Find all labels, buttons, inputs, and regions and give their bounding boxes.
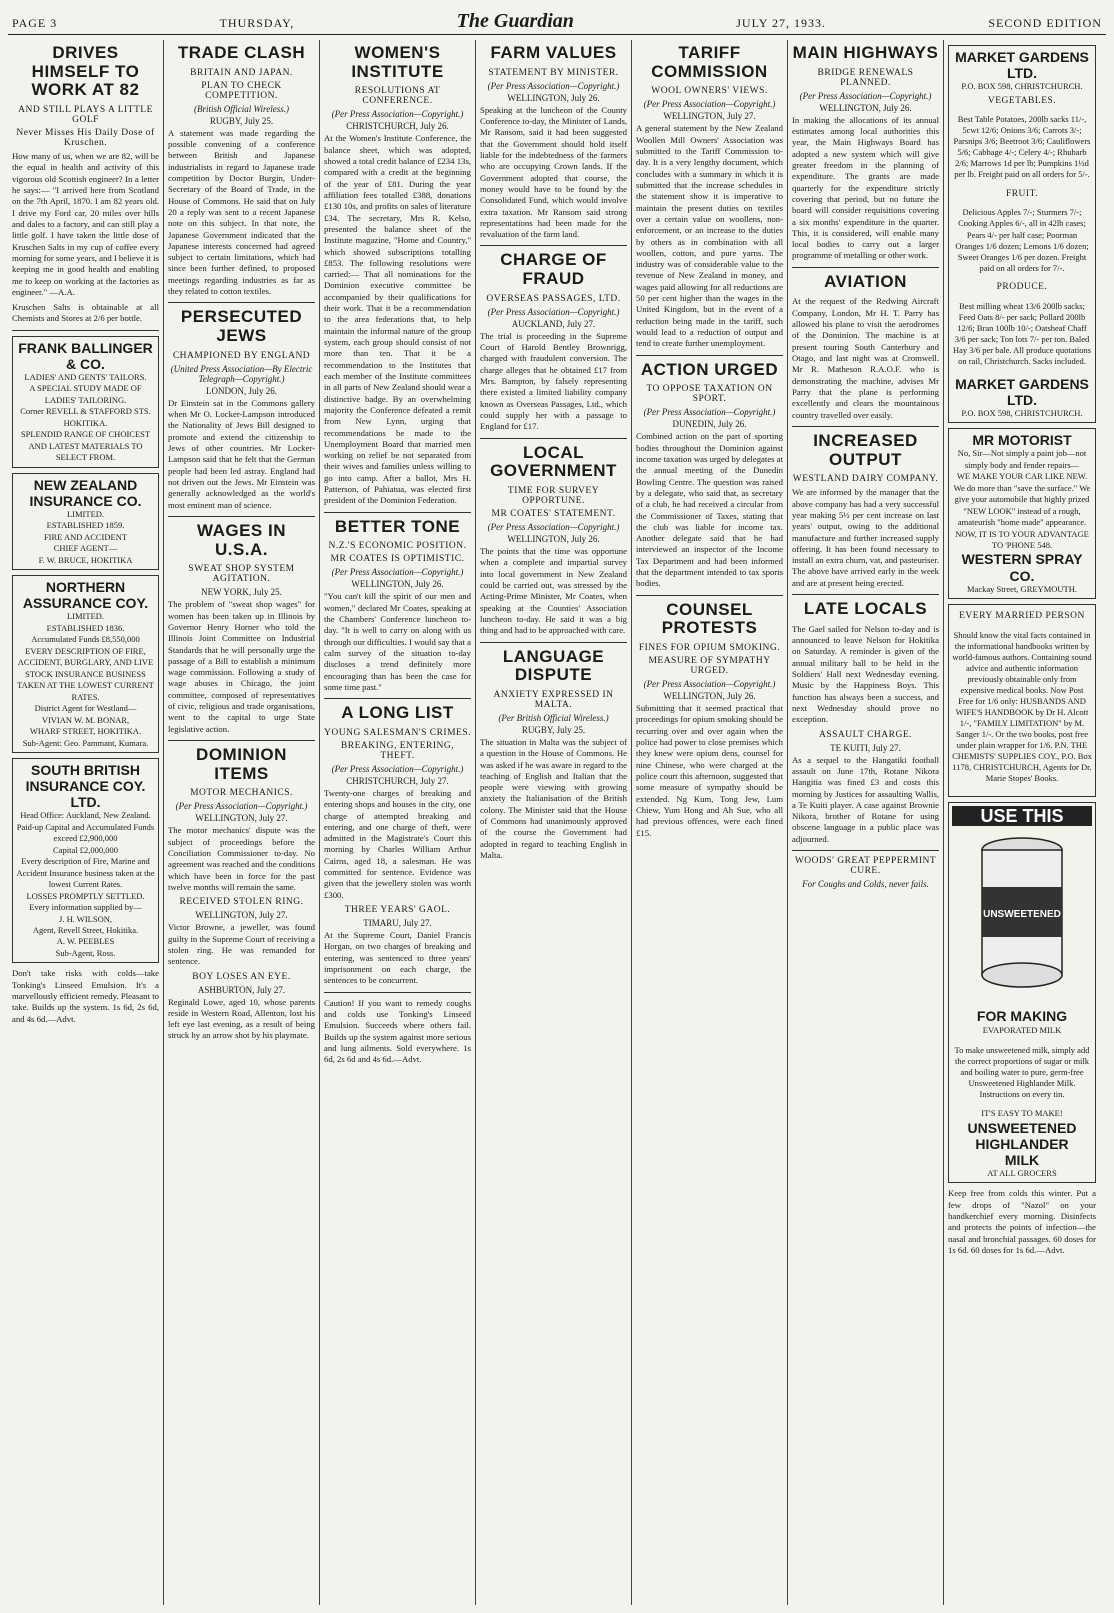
dateline: WELLINGTON, July 26. xyxy=(507,92,600,103)
article-body: The points that the time was opportune when a complete and impartial survey into local government in New Zealand could be carried out, was stressed by the Acting-Prime Minister, Mr Coates, when speaking at the Counties' Association luncheon to-day. He said it was a big thing and had to be approached with care. xyxy=(480,546,627,636)
dateline: TIMARU, July 27. xyxy=(363,918,432,928)
headline: BETTER TONE xyxy=(334,516,461,536)
headline: AVIATION xyxy=(824,271,907,291)
subhead: WOODS' GREAT PEPPERMINT CURE. xyxy=(794,856,937,877)
subhead: MEASURE OF SYMPATHY URGED. xyxy=(648,656,771,677)
milk-advertisement xyxy=(948,802,1096,1184)
dateline: RUGBY, July 25. xyxy=(521,724,586,735)
headline: LATE LOCALS xyxy=(803,599,928,619)
ad-title: USE THIS xyxy=(952,806,1092,827)
subhead: RECEIVED STOLEN RING. xyxy=(179,897,304,908)
article-body: The Gael sailed for Nelson to-day and is announced to leave Nelson for Hokitika on Saturday. A reminder is given of the annual military ball to be held in the Soldiers' Hall next Wednesday evening. Music by the Happiness Boys. This function has always been a success, and next Wednesday should prove no exception. xyxy=(792,623,939,725)
divider xyxy=(324,698,471,699)
subhead: Never Misses His Daily Dose of Kruschen. xyxy=(16,128,155,149)
subhead: WESTLAND DAIRY COMPANY. xyxy=(792,474,939,485)
column-6 xyxy=(788,40,944,1605)
ad-line: VIVIAN W. M. BONAR, xyxy=(41,714,130,725)
subhead: FRUIT. xyxy=(1005,188,1039,199)
headline: COUNSEL PROTESTS xyxy=(661,599,758,638)
ad-line: WE MAKE YOUR CAR LIKE NEW. xyxy=(956,471,1088,482)
dateline: CHRISTCHURCH, July 26. xyxy=(346,121,449,132)
ad-line: Every information supplied by— xyxy=(29,902,142,913)
ad-title: FOR MAKING xyxy=(976,1008,1068,1025)
ad-line: EVERY DESCRIPTION OF FIRE, ACCIDENT, BURGLARY, AND LIVE STOCK INSURANCE BUSINESS TAKEN AT THE LOWEST CURRENT RATES. xyxy=(17,645,154,702)
ad-line: Sub-Agent: Geo. Pammant, Kumara. xyxy=(22,737,149,748)
advertisement xyxy=(12,758,159,963)
subhead: ANXIETY EXPRESSED IN MALTA. xyxy=(493,689,614,710)
ad-text: Delicious Apples 7/-; Sturmers 7/-; Cooking Apples 6/-, all in 42lb cases; Pears 4/- per half case; Poorman Oranges 1/6 dozen; Lemons 1/6 dozen; Sweet Oranges 1/6 per dozen. Freight paid on all orders for 7/-. xyxy=(955,207,1089,273)
subhead: TIME FOR SURVEY OPPORTUNE. xyxy=(507,486,600,506)
ad-line: A SPECIAL STUDY MADE OF LADIES' TAILORING. xyxy=(29,383,142,405)
credit-line: (Per Press Association—Copyright.) xyxy=(331,567,464,578)
ad-line: LIMITED. xyxy=(66,611,105,622)
credit-line: (Per Press Association—Copyright.) xyxy=(643,679,776,690)
dateline: AUCKLAND, July 27. xyxy=(511,318,596,329)
subhead: THREE YEARS' GAOL. xyxy=(344,905,451,915)
divider xyxy=(324,512,471,513)
article-body: Combined action on the part of sporting bodies throughout the Dominion against income taxation was urged by delegates at the annual meeting of the Dunedin Bowling Centre. The question was raised by a delegate, who said that, as secretary of a club, he had received a circular from the Commissioner of Taxes, stating that the club was liable for income tax. Another delegate said that he had interviewed an inspector of the Income Tax Department and had been informed that the department intended to tax sports bodies. xyxy=(636,431,783,589)
subhead: MR COATES' STATEMENT. xyxy=(491,509,616,519)
subhead: MOTOR MECHANICS. xyxy=(190,788,293,799)
advertisement xyxy=(12,575,159,753)
credit-line: For Coughs and Colds, never fails. xyxy=(802,879,929,890)
ad-title: FRANK BALLINGER & CO. xyxy=(18,339,153,372)
ad-line: We do more than "save the surface." We give your automobile that highly prized "NEW LOOK" instead of a rough, amateurish "home made" appearance. xyxy=(953,482,1091,528)
masthead-date: JULY 27, 1933. xyxy=(736,16,826,30)
article-body: The motor mechanics' dispute was the subject of proceedings before the Conciliation Commissioner to-day. No agreement was reached and the conditions which have been in force for the past twelve months will remain the same. xyxy=(168,825,315,892)
ad-line: WHARF STREET, HOKITIKA. xyxy=(29,726,142,737)
article-body: At the request of the Redwing Aircraft Company, London, Mr H. T. Parry has allowed his plane to visit the aerodromes of the Dominion. The machine is at present touring South Canterbury and Otago, and last night was at Cromwell. Mr R. Matheson R.A.O.F. who is demonstrating the machine, advises Mr Parry that the plane is performing excellently and clears the mountainous country travelled over easily. xyxy=(792,296,939,420)
column-2 xyxy=(164,40,320,1605)
ad-line: EVAPORATED MILK xyxy=(982,1024,1062,1035)
subhead: EVERY MARRIED PERSON xyxy=(959,611,1085,622)
article-body: Kruschen Salts is obtainable at all Chemists and Stores at 2/6 per bottle. xyxy=(12,302,159,324)
advertisement xyxy=(948,428,1096,599)
ad-title: MR MOTORIST xyxy=(972,432,1072,449)
ad-title: NEW ZEALAND INSURANCE CO. xyxy=(29,476,142,509)
dateline: WELLINGTON, July 27. xyxy=(195,910,288,921)
credit-line: (British Official Wireless.) xyxy=(194,103,289,114)
subhead: BREAKING, ENTERING, THEFT. xyxy=(340,740,455,761)
divider xyxy=(792,426,939,427)
divider xyxy=(168,740,315,741)
milk-tin-icon xyxy=(952,832,1092,1002)
subhead: YOUNG SALESMAN'S CRIMES. xyxy=(324,727,471,738)
ad-line: LADIES' AND GENTS' TAILORS. xyxy=(24,371,147,382)
headline: CHARGE OF FRAUD xyxy=(500,250,607,289)
headline: MAIN HIGHWAYS xyxy=(792,43,939,62)
ad-title: HIGHLANDER xyxy=(975,1135,1069,1152)
article-body: The problem of "sweat shop wages" for women has been taken up in Illinois by Governor Henry Horner who told the Illinois Joint Committee on Industrial Standards that he will personally urge the passage of a Bill to establish a minimum wage commission. Following a study of wage abuses in Chicago, the joint committee, composed of representatives of civic, religious and trade organisations, went to the capital to urge State legislative action. xyxy=(168,599,315,734)
subhead: AND STILL PLAYS A LITTLE GOLF xyxy=(18,105,153,126)
headline: DRIVES HIMSELF TO WORK AT 82 xyxy=(31,43,140,100)
divider xyxy=(12,330,159,331)
article-body: Caution! If you want to remedy coughs and colds use Tonking's Linseed Emulsion. Succeeds where others fail. Builds up the system against more serious and lung ailments. Sold everywhere. 1s 6d, 2s 6d and 4s 6d.—Advt. xyxy=(324,997,471,1065)
ad-title: UNSWEETENED xyxy=(967,1119,1077,1136)
dateline: WELLINGTON, July 26. xyxy=(507,534,600,544)
article-body: A statement was made regarding the possible convening of a conference between British and Japanese industrialists in regard to Japanese trade competition by Doctor Burgin, Under-Secretary of the Board of Trade, in the House of Commons. He said that on July 20 a reply was sent to a recent Japanese note on this subject. In that note, the Japanese Government indicated that the Japanese interests concerned had agreed subject to certain limitations, which had since been further defined, to proposed meetings regarding industries as far as they related to cotton textiles. xyxy=(168,127,315,297)
credit-line: (Per Press Association—Copyright.) xyxy=(643,99,776,110)
headline: TARIFF COMMISSION xyxy=(651,43,768,81)
ad-title: MARKET GARDENS LTD. xyxy=(955,49,1089,82)
headline: WAGES IN U.S.A. xyxy=(196,520,286,559)
subhead: ASSAULT CHARGE. xyxy=(818,729,913,740)
divider xyxy=(792,594,939,595)
headline: FARM VALUES xyxy=(490,43,617,62)
column-1 xyxy=(8,40,164,1605)
dateline: ASHBURTON, July 27. xyxy=(197,984,286,995)
ad-line: Sub-Agent, Ross. xyxy=(55,947,116,958)
ad-line: SPLENDID RANGE OF CHOICEST AND LATEST MATERIALS TO SELECT FROM. xyxy=(20,429,151,463)
dateline: WELLINGTON, July 27. xyxy=(195,813,288,824)
headline: WOMEN'S INSTITUTE xyxy=(351,43,444,81)
article-body: We are informed by the manager that the above company has had a very successful year making 5½ per cent increase on last years' output, owing to the additional manufacture and further increased supply offering. It has been found necessary to install an extra churn, vat, and pasteuriser. The above have arrived early in the week and are at present being erected. xyxy=(792,487,939,588)
ad-text: Best Table Potatoes, 200lb sacks 11/-, 5cwt 12/6; Onions 3/6; Carrots 3/-; Parsnips 3/6; Beetroot 3/6; Cauliflowers 5/6; Cabbage 4/-; Celery 4/-; Rhubarb 2/6; Marrows 1d per lb; Pumpkins 1½d per lb. Freight paid on all orders for 5/-. xyxy=(953,114,1091,180)
advertisement xyxy=(12,473,159,571)
ad-line: ESTABLISHED 1836. xyxy=(46,622,125,633)
ad-text: Best milling wheat 13/6 200lb sacks; Feed Oats 8/- per sack; Pollard 200lb 12/6; Bran 100lb 10/-; Oatsheaf Chaff 3/6 per sack; Ton lots 7/- per ton. Baled Hay 3/6 per bale. All produce quotations on rail, Christchurch. Sacks included. xyxy=(952,300,1092,366)
subhead: CHAMPIONED BY ENGLAND xyxy=(172,350,311,361)
divider xyxy=(168,516,315,517)
dateline: TE KUITI, July 27. xyxy=(830,742,901,753)
article-body: As a sequel to the Hangatiki football assault on June 17th, Rotane Nikora Hangitia was fined £3 and costs this morning by Justices for assaulting Wallis, a Te Kuiti player. A case against Brownie Nikora, brother of Rotane for using obscene language in a public place was adjourned. xyxy=(792,754,939,844)
credit-line: (Per Press Association—Copyright.) xyxy=(487,306,620,317)
dateline: NEW YORK, July 25. xyxy=(201,587,282,598)
article-body: The situation in Malta was the subject of a question in the House of Commons. He was asked if he was aware in regard to the teaching of English and Italian that the people were viewing with growing anxiety the Italianisation of the British colony. The Minister said that the House of Commons had unanimously approved of the course the Government had adopted in regard to teaching English in Malta. xyxy=(480,736,627,860)
subhead: N.Z.'S ECONOMIC POSITION. xyxy=(328,541,467,552)
headline: LOCAL GOVERNMENT xyxy=(490,442,617,481)
ad-line: No, Sir—Not simply a paint job—not simply body and fender repairs— xyxy=(957,448,1087,470)
ad-text: To make unsweetened milk, simply add the correct proportions of sugar or milk and boiling water to pure, germ-free Unsweetened Highlander Milk. Instructions on every tin. xyxy=(954,1044,1090,1099)
credit-line: (Per Press Association—Copyright.) xyxy=(175,801,308,812)
dateline: CHRISTCHURCH, July 27. xyxy=(346,775,449,786)
article-body: A general statement by the New Zealand Woollen Mill Owners' Association was submitted to the Tariff Commission to-day. It is a very lengthy document, which concludes with a summary in which it is submitted that the increase schedules in the statement show it is imperative to maintain the present duties on textiles over a certain value on woollens, non-enforcement, or an increase to the duties by others as in combination with all woollen, cotton, and pure yarns. The industry was of considerable value to the revenue of New Zealand in money, and wages paid allowing for all reductions are 50 per cent higher than the wages in the United Kingdom, but in the event of a reduction being made in the tariff, such would lead to a reduction of output and tend to create further unemployment. xyxy=(636,123,783,349)
divider xyxy=(792,850,939,851)
headline: ACTION URGED xyxy=(640,359,779,379)
dateline: WELLINGTON, July 27. xyxy=(663,111,756,122)
headline: PERSECUTED JEWS xyxy=(180,307,303,346)
ad-line: ESTABLISHED 1859. xyxy=(46,520,125,531)
ad-line: Paid-up Capital and Accumulated Funds exceed £2,900,000 xyxy=(16,821,155,844)
subhead: BRITAIN AND JAPAN. xyxy=(190,67,293,78)
dateline: DUNEDIN, July 26. xyxy=(672,419,747,430)
subhead: SWEAT SHOP SYSTEM AGITATION. xyxy=(188,564,295,585)
ad-line: LOSSES PROMPTLY SETTLED. xyxy=(26,890,145,901)
subhead: MR COATES IS OPTIMISTIC. xyxy=(330,554,465,565)
column-7 xyxy=(944,40,1100,1605)
headline: INCREASED OUTPUT xyxy=(813,430,918,469)
article-body: At the Supreme Court, Daniel Francis Horgan, on two charges of breaking and entering, was sentenced to three years' imprisonment on each charge, the sentences to be concurrent. xyxy=(324,930,471,986)
masthead xyxy=(8,10,1106,35)
ad-line: Agent, Revell Street, Hokitika. xyxy=(32,925,139,935)
subhead: VEGETABLES. xyxy=(987,95,1057,106)
ad-line: IT'S EASY TO MAKE! xyxy=(981,1108,1063,1119)
subhead: TO OPPOSE TAXATION ON SPORT. xyxy=(646,384,773,405)
divider xyxy=(168,302,315,303)
divider xyxy=(480,642,627,643)
ad-line: J. H. WILSON, xyxy=(59,913,112,924)
ad-line: P.O. BOX 598, CHRISTCHURCH. xyxy=(961,407,1083,418)
tin-label: UNSWEETENED xyxy=(983,909,1061,921)
ad-title: NORTHERN ASSURANCE COY. xyxy=(22,579,149,612)
headline: TRADE CLASH xyxy=(177,43,306,62)
advertisement xyxy=(12,336,159,468)
column-4 xyxy=(476,40,632,1605)
ad-line: Every description of Fire, Marine and Accident Insurance business taken at the lowest Current Rates. xyxy=(16,856,155,890)
ad-text: Should know the vital facts contained in the informational handbooks written by world-famous authors. Containing sound advice and authentic information previously obtainable only from expensive medical books. Now Post Free for 1/6 only: HUSBANDS AND WIFE'S HANDBOOK by Dr H. Alcott 1/-, "FAMILY LIMITATION" by M. Sanger 1/-. Or the two books, post free under plain wrapper for 1/6. P.N. THE CHEMISTS' SUPPLIES COY., P.O. Box 1178, CHRISTCHURCH, Agents for Dr. Marie Stopes' Books. xyxy=(952,629,1092,784)
credit-line: (Per Press Association—Copyright.) xyxy=(799,90,932,101)
subhead: PLAN TO CHECK COMPETITION. xyxy=(201,80,282,101)
credit-line: (United Press Association—By Electric Telegraph—Copyright.) xyxy=(170,363,313,384)
column-5 xyxy=(632,40,788,1605)
article-body: Keep free from colds this winter. Put a few drops of "Nazol" on your handkerchief every morning. Disinfects and protects the points of infection—the nasal and bronchial passages. 60 doses for 1s 6d. 60 doses for 1s 6d.—Advt. xyxy=(948,1188,1096,1256)
article-body: Speaking at the luncheon of the County Conference to-day, the Minister of Lands, Mr Ransom, said it had been suggested that the Government should hold itself liable for the indebtedness of the farmers who are occupying Crown lands. If the Government adopted that course, the money would have to be found by the Consolidated Fund, which would involve extra taxation. Mr Ransom said strong representations had been made for the revaluation of the farm land. xyxy=(480,104,627,240)
article-body: Twenty-one charges of breaking and entering shops and houses in the city, one charge of attempted breaking and entering, and one charge of theft, were admitted in the Magistrate's Court this morning by Charles William Arthur Cairns, aged 18, a salesman. He was committed for sentence. Evidence was given that the jewellery stolen was worth £300. xyxy=(324,787,471,900)
column-3 xyxy=(320,40,476,1605)
masthead-day: THURSDAY, xyxy=(219,16,295,30)
paper-title: The Guardian xyxy=(456,10,574,32)
article-body: Submitting that it seemed practical that proceedings for opium smoking should be recurring over and over again when the police had power to close premises which they knew were opium dens, counsel for nine Chinese, who were charged at the police court this afternoon, suggested that some measure of sympathy should be extended. Ng Kum, Tong Jew, Lum Chiew, Yum Hong and Ah Sue, who all had previous offences, were each fined £15. xyxy=(636,703,783,838)
ad-line: FIRE AND ACCIDENT xyxy=(43,531,128,542)
milk-tin-drawing xyxy=(952,832,1092,1002)
advertisement xyxy=(948,45,1096,423)
ad-line: NOW, IT IS TO YOUR ADVANTAGE TO 'PHONE 548. xyxy=(955,528,1089,550)
headline: LANGUAGE DISPUTE xyxy=(502,646,605,685)
ad-line: F. W. BRUCE, HOKITIKA xyxy=(38,554,133,565)
article-body: "You can't kill the spirit of our men and women," declared Mr Coates, speaking at the Chambers' Conference luncheon to-day. "It is well to carry on along with us through our difficulties. I would say that a calm survey of the situation to-day discloses a trend definitely more encouraging than has been the case for some time past." xyxy=(324,591,471,692)
ad-line: LIMITED. xyxy=(66,508,105,519)
ad-line: Corner REVELL & STAFFORD STS. HOKITIKA. xyxy=(20,406,151,428)
divider xyxy=(636,595,783,596)
ad-line: AT ALL GROCERS xyxy=(987,1168,1057,1179)
dateline: LONDON, July 26. xyxy=(206,385,277,396)
headline: DOMINION ITEMS xyxy=(196,745,287,783)
subhead: STATEMENT BY MINISTER. xyxy=(488,67,619,78)
subhead: OVERSEAS PASSAGES, LTD. xyxy=(486,293,621,304)
subhead: FINES FOR OPIUM SMOKING. xyxy=(638,643,781,654)
ad-line: P.O. BOX 598, CHRISTCHURCH. xyxy=(961,81,1083,92)
article-body: In making the allocations of its annual estimates among local authorities this year, the Main Highways Board has adopted a new system which will give greater freedom in the planning of expenditure. The grants are made quarterly for the expenditure strictly covering that period, but no future the board will consider requisitions covering a six months' expenditure in the quarter. This, it is considered, will enable many local bodies to carry out a larger programme of metalling or other work. xyxy=(792,114,939,261)
ad-line: CHIEF AGENT— xyxy=(53,543,118,554)
ad-title: WESTERN SPRAY CO. xyxy=(961,551,1083,584)
dateline: RUGBY, July 25. xyxy=(209,115,274,126)
ad-line: Mackay Street, GREYMOUTH. xyxy=(966,583,1077,594)
ad-line: Accumulated Funds £8,550,000 xyxy=(31,634,140,645)
advertisement xyxy=(948,604,1096,797)
credit-line: (Per Press Association—Copyright.) xyxy=(487,522,620,532)
ad-line: Capital £2,000,000 xyxy=(53,844,118,855)
dateline: WELLINGTON, July 26. xyxy=(351,579,444,590)
credit-line: (Per British Official Wireless.) xyxy=(498,712,609,723)
ad-title: SOUTH BRITISH INSURANCE COY. LTD. xyxy=(25,762,146,811)
divider xyxy=(636,355,783,356)
article-body: The trial is proceeding in the Supreme Court of Harold Bentley Brownrigg, charged with fraudulent conversion. The charge alleges that he obtained £17 from Mrs. Bampton, by falsely representing there existed a limited liability company known as Overseas Passages, Ltd., which could supply her with a passage to England for £17. xyxy=(480,330,627,432)
article-body: Dr Einstein sat in the Commons gallery when Mr O. Locker-Lampson introduced the Nationality of Jews Bill designed to promote and extend the citizenship to Jews of other countries. Mr Locker-Lampson said that he felt that the German people had been led astray. England had not driven out the Jews. Mr Einstein was generally acknowledged as the world's most eminent man of science. xyxy=(168,397,315,510)
divider xyxy=(480,245,627,246)
credit-line: (Per Press Association—Copyright.) xyxy=(643,407,776,418)
credit-line: (Per Press Association—Copyright.) xyxy=(487,80,620,91)
ad-line: District Agent for Westland— xyxy=(34,703,137,714)
credit-line: (Per Press Association—Copyright.) xyxy=(331,763,464,774)
article-body: Don't take risks with colds—take Tonking's Linseed Emulsion. It's a marvellously efficient remedy. Pleasant to take. Builds up the system. 1s 6d, 2s 6d, and 4s 6d.—Advt. xyxy=(12,968,159,1024)
subhead: BOY LOSES AN EYE. xyxy=(192,971,291,982)
credit-line: (Per Press Association—Copyright.) xyxy=(331,109,464,120)
headline: A LONG LIST xyxy=(341,703,454,723)
dateline: WELLINGTON, July 26. xyxy=(663,691,756,702)
ad-line: A. W. PEEBLES xyxy=(56,936,115,947)
article-body: Victor Browne, a jeweller, was found guilty in the Supreme Court of receiving a stolen ring. He was remanded for sentence. xyxy=(168,922,315,967)
ad-title: MILK xyxy=(1004,1151,1040,1168)
divider xyxy=(324,992,471,993)
edition-label: SECOND EDITION xyxy=(988,16,1102,30)
article-body: At the Women's Institute Conference, the balance sheet, which was adopted, showed a total credit balance of £234 13s, compared with a credit at the beginning of the year of £81. During the year affiliation fees totalled £388, donations £130 10s, and profits on sales of literature £34. The secretary, Mrs R. Kelso, presented the balance sheet of the Institute magazine, "Home and Country," which showed subscriptions totalling £853. The following resolutions were carried:— That all nominations for the Dominion executive committee be accompanied by their qualifications for their work. That it be a recommendation to the area federations that, to help maintain the informal nature of the group system, each group should consist of not more than ten. That it be a recommendation to the Institutes that each member of the Institute committees in all parts of New Zealand should wear a distinctive badge. By an overwhelming majority the Conference defeated a remit from New Lynn, urging that recommendations be made to the Unemployment Board that married men working on relief be not separated from their wives and families unless willing to go into camp. After a ballot, Mrs H. Patterson, of Pahiatua, was elected first president of the Dominion Federation. xyxy=(324,133,471,506)
ad-title: MARKET GARDENS LTD. xyxy=(955,375,1089,408)
article-body: Reginald Lowe, aged 10, whose parents reside in Western Road, Allenton, lost his left eye last evening, as a result of being struck by an arrow shot by his playmate. xyxy=(168,996,315,1041)
subhead: RESOLUTIONS AT CONFERENCE. xyxy=(354,86,441,107)
divider xyxy=(792,267,939,268)
divider xyxy=(480,438,627,439)
dateline: WELLINGTON, July 26. xyxy=(819,102,912,113)
ad-line: Head Office: Auckland, New Zealand. xyxy=(20,810,151,821)
subhead: BRIDGE RENEWALS PLANNED. xyxy=(817,67,914,88)
subhead: PRODUCE. xyxy=(996,282,1048,293)
article-body: How many of us, when we are 82, will be the equal in health and activity of this vigorous old Scottish engineer? In a letter he says:— "I arrived here from Scotland on the 7th April, 1870. I am 82 years old. I drive my Ford car, 20 miles over hills and dales to a factory, and can still play a little golf. I have taken the little dose of Kruschen Salts in my cup of coffee every morning for some years, and I believe it is keeping me in good health and enabling me to keep on working at the factories as engineer." —A.A. xyxy=(12,151,159,297)
page-number: PAGE 3 xyxy=(12,16,58,30)
subhead: WOOL OWNERS' VIEWS. xyxy=(651,86,768,97)
